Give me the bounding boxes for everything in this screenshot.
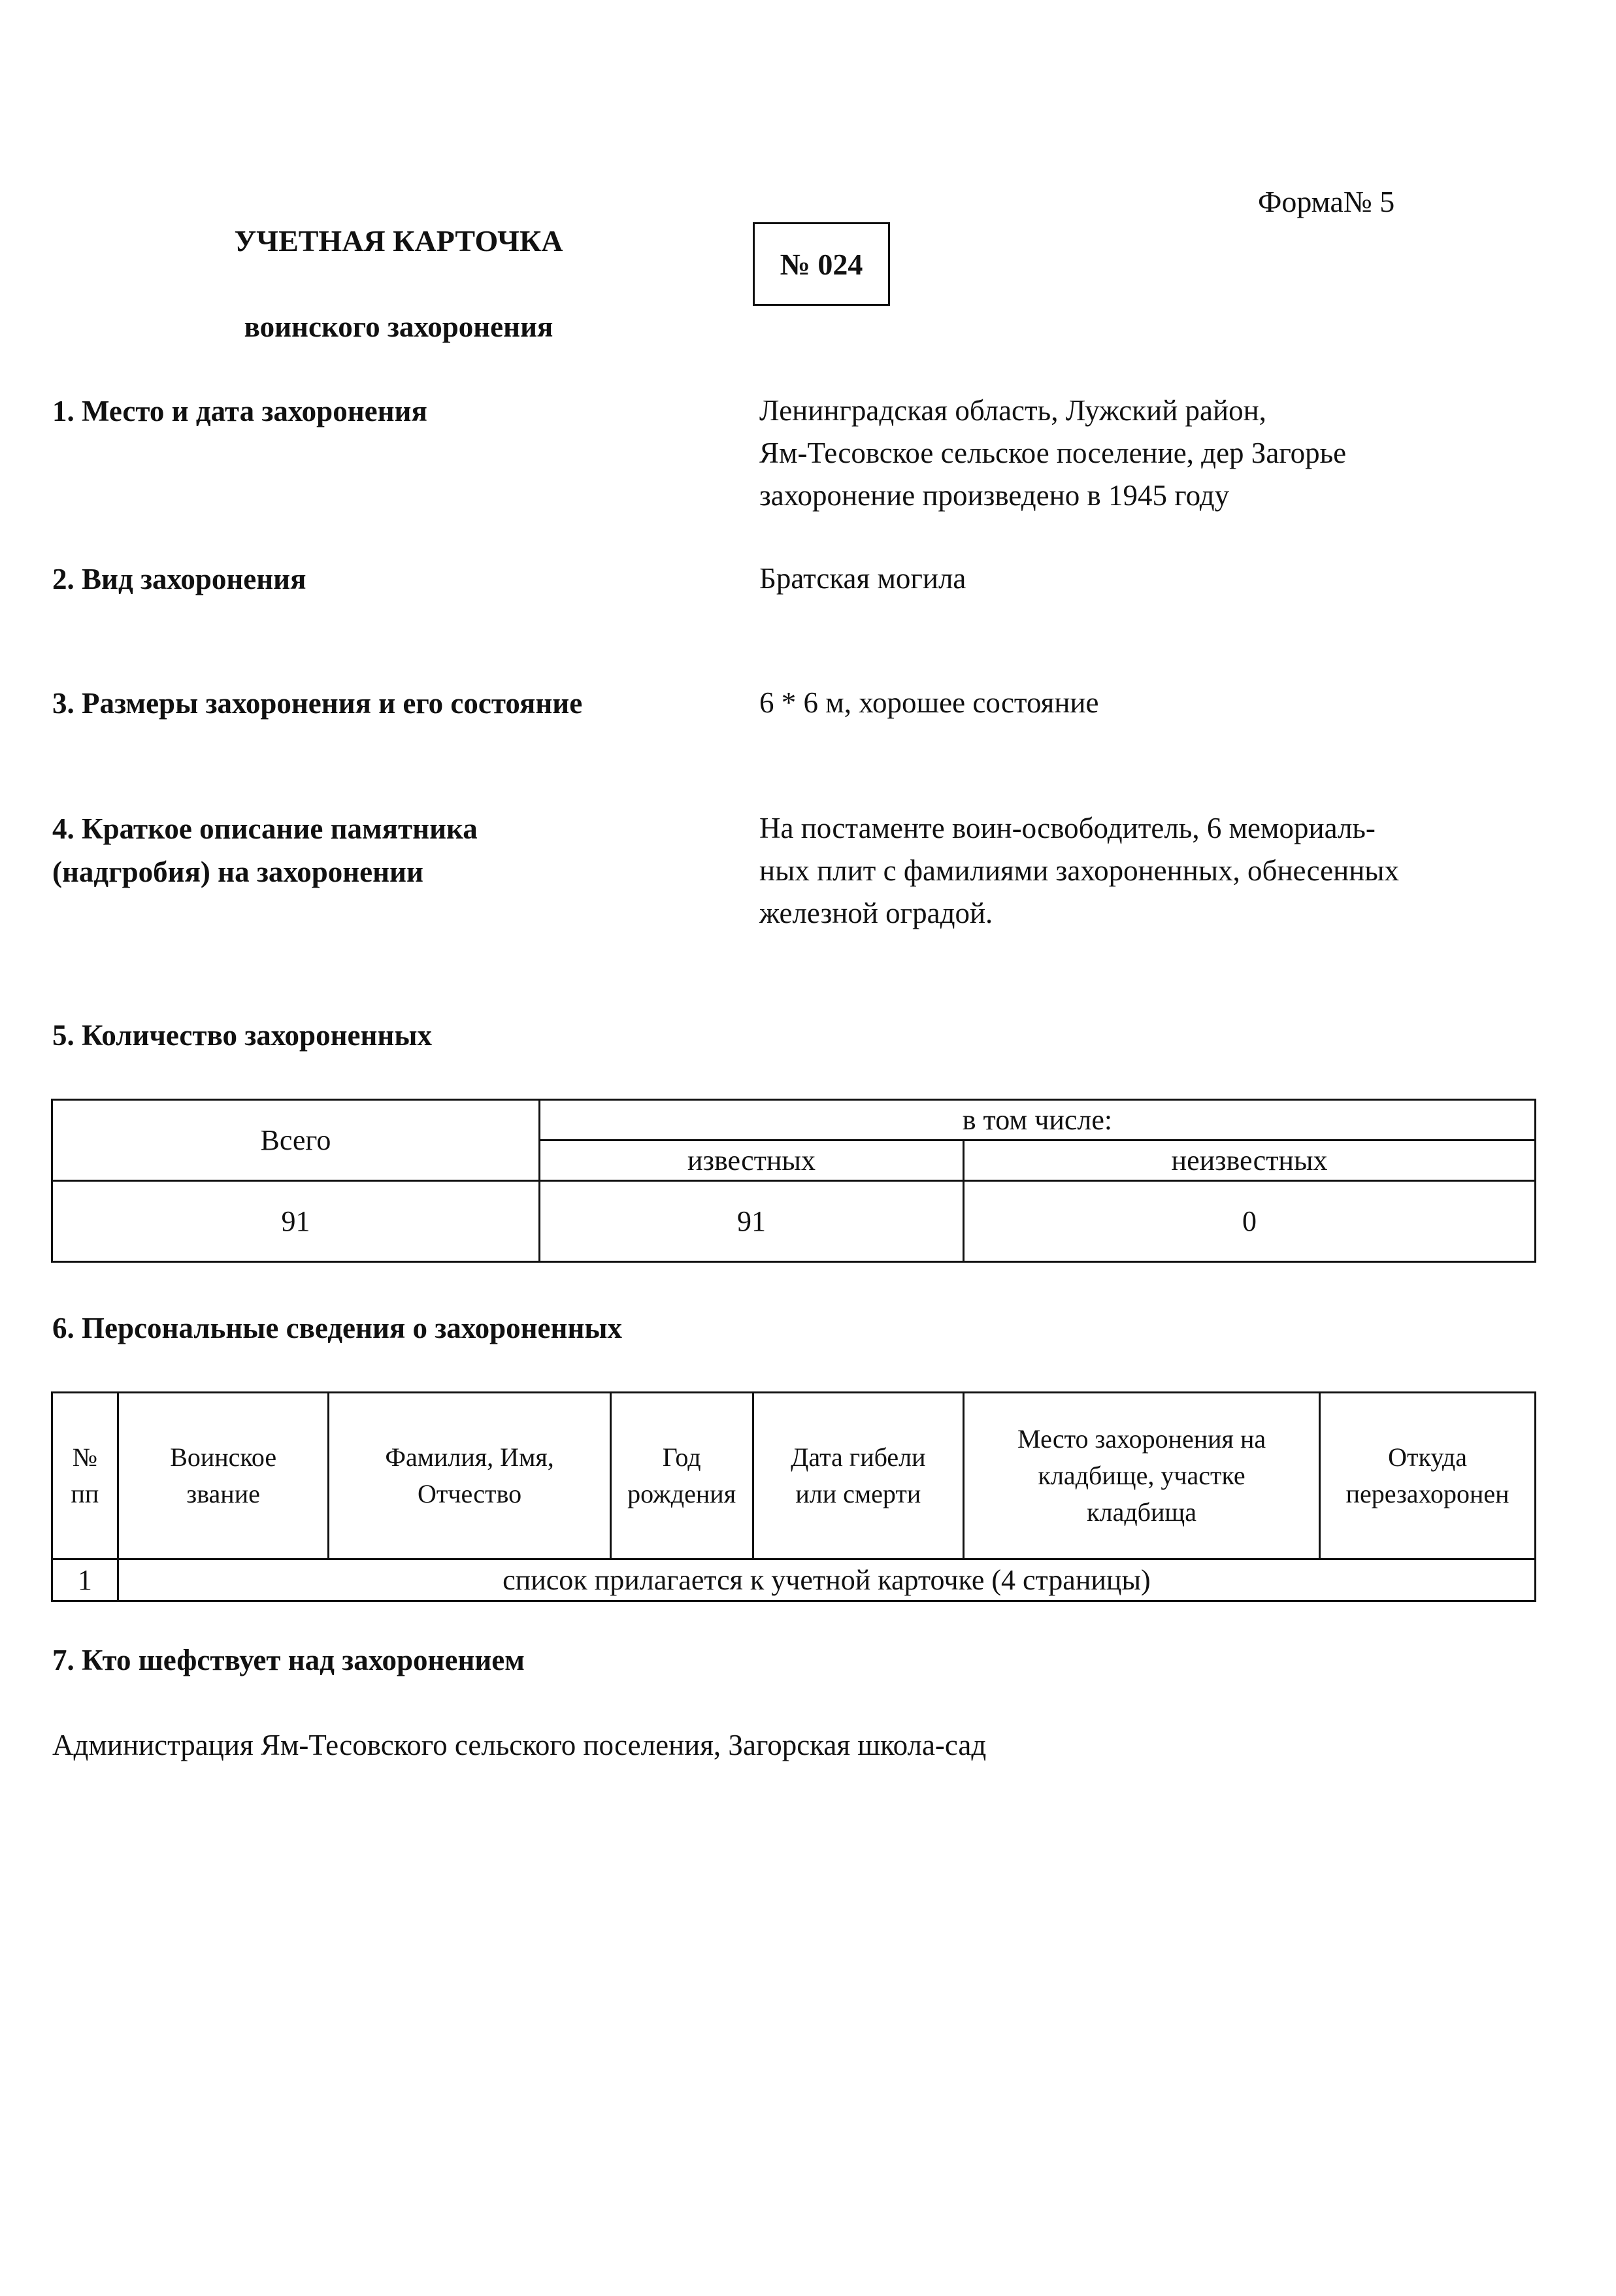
section-2-value: Братская могила: [759, 562, 966, 595]
card-title: УЧЕТНАЯ КАРТОЧКА: [234, 224, 563, 258]
col-unknown-header: неизвестных: [964, 1140, 1536, 1181]
section-1-label: 1. Место и дата захоронения: [52, 395, 427, 427]
header-birth-year-line: Год: [662, 1442, 701, 1472]
header-death-date-line: или смерти: [795, 1479, 921, 1508]
row-note: список прилагается к учетной карточке (4 страницы): [118, 1559, 1535, 1601]
header-birth-year: [610, 1393, 753, 1559]
section-2-label: 2. Вид захоронения: [52, 563, 306, 595]
header-burial-place: [964, 1393, 1320, 1559]
card-subtitle: воинского захоронения: [244, 310, 553, 343]
total-count: 91: [52, 1181, 540, 1262]
section-3-label: 3. Размеры захоронения и его состояние: [52, 687, 583, 720]
col-total-header: Всего: [52, 1100, 540, 1181]
section-4-value: [759, 807, 1399, 935]
header-full-name-line: Отчество: [418, 1479, 522, 1508]
header-burial-place-line: Место захоронения на: [1017, 1424, 1266, 1454]
header-reburied-from-line: Откуда: [1388, 1442, 1467, 1472]
section-5-label: 5. Количество захороненных: [52, 1019, 432, 1052]
header-rank-line: Воинское: [170, 1442, 277, 1472]
burial-count-table: [51, 1099, 1536, 1263]
section-4-label: [52, 807, 478, 893]
known-count: 91: [539, 1181, 963, 1262]
section-1-line: Ям-Тесовское сельское поселение, дер Загорье: [759, 437, 1347, 469]
header-birth-year-line: рождения: [627, 1479, 736, 1508]
header-num-line: №: [72, 1442, 97, 1472]
section-1-line: захоронение произведено в 1945 году: [759, 479, 1230, 512]
header-rank-line: звание: [186, 1479, 260, 1508]
header-full-name: [329, 1393, 610, 1559]
section-4-line: ных плит с фамилиями захороненных, обнесенных: [759, 854, 1400, 887]
header-burial-place-line: кладбище, участке: [1038, 1461, 1245, 1490]
header-reburied-from-line: перезахоронен: [1345, 1479, 1509, 1508]
section-1-line: Ленинградская область, Лужский район,: [759, 394, 1266, 427]
section-4-line: железной оградой.: [759, 897, 993, 929]
section-3-value: 6 * 6 м, хорошее состояние: [759, 686, 1099, 719]
header-num: [52, 1393, 118, 1559]
row-num: 1: [52, 1559, 118, 1601]
header-death-date-line: Дата гибели: [791, 1442, 926, 1472]
header-death-date: [753, 1393, 963, 1559]
col-including-header: в том числе:: [539, 1100, 1535, 1140]
header-full-name-line: Фамилия, Имя,: [385, 1442, 554, 1472]
header-burial-place-line: кладбища: [1087, 1497, 1196, 1527]
section-7-label: 7. Кто шефствует над захоронением: [52, 1644, 525, 1676]
header-rank: [118, 1393, 329, 1559]
section-1-value: [759, 390, 1346, 517]
unknown-count: 0: [964, 1181, 1536, 1262]
section-7-value: Администрация Ям-Тесовского сельского поселения, Загорская школа-сад: [52, 1729, 987, 1761]
personal-data-table: [51, 1391, 1536, 1602]
form-number-label: Форма№ 5: [1258, 185, 1395, 218]
card-number-box: № 024: [753, 222, 890, 306]
section-4-label-line: (надгробия) на захоронении: [52, 856, 423, 888]
section-4-label-line: 4. Краткое описание памятника: [52, 812, 478, 845]
header-num-line: пп: [71, 1479, 99, 1508]
section-6-label: 6. Персональные сведения о захороненных: [52, 1312, 623, 1344]
header-reburied-from: [1320, 1393, 1536, 1559]
col-known-header: известных: [539, 1140, 963, 1181]
section-4-line: На постаменте воин-освободитель, 6 мемориаль-: [759, 812, 1376, 844]
